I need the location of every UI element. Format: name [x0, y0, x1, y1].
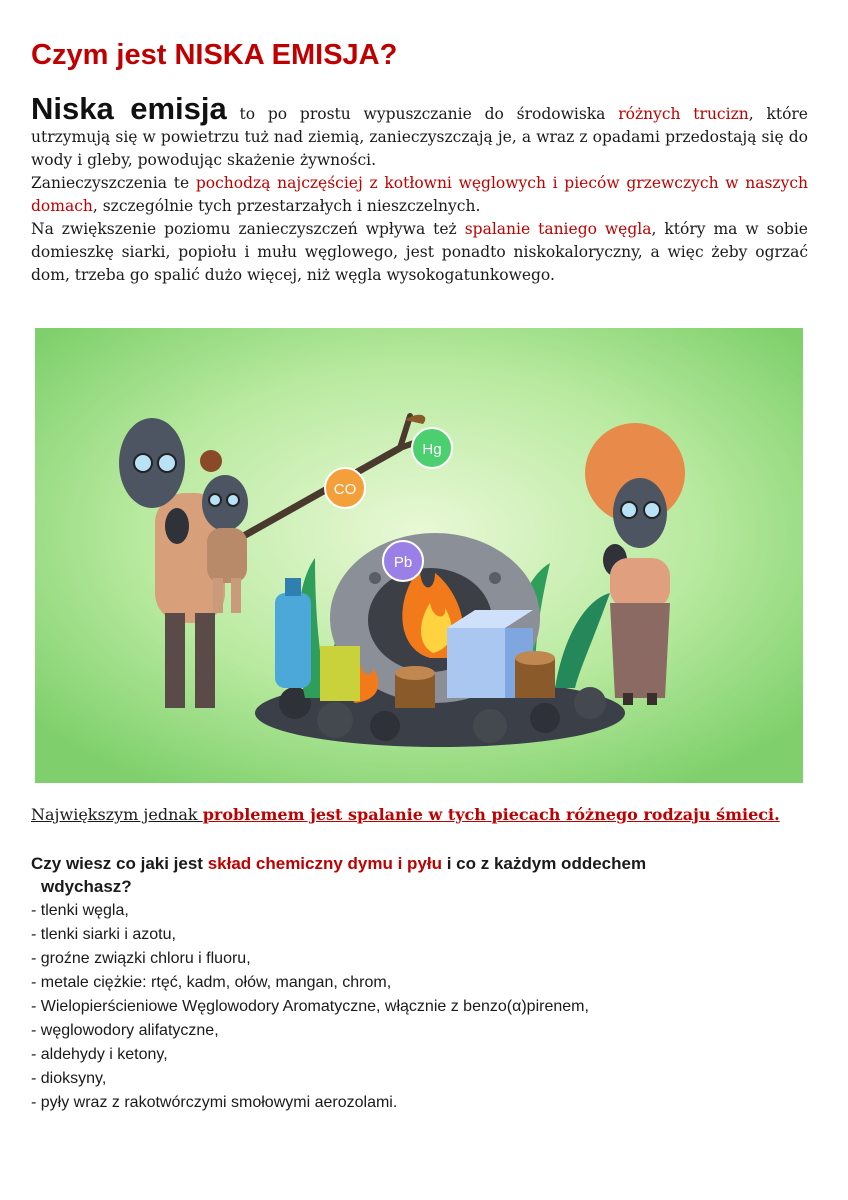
intro-red-text: spalanie taniego węgla — [464, 219, 652, 238]
pb-bubble — [383, 541, 423, 581]
hg-label: Hg — [422, 441, 442, 458]
list-item: - pyły wraz z rakotwórczymi smołowymi aerozolami. — [31, 1094, 398, 1111]
list-item: - węglowodory alifatyczne, — [31, 1022, 219, 1039]
list-item: - groźne związki chloru i fluoru, — [31, 950, 251, 967]
intro-text: Na zwiększenie poziomu zanieczyszczeń wpływa też — [31, 219, 465, 238]
question-heading — [31, 852, 751, 898]
intro-text: Zanieczyszczenia te — [31, 173, 196, 192]
list-item: - Wielopierścieniowe Węglowodory Aromatyczne, włącznie z benzo(α)pirenem, — [31, 998, 589, 1015]
page-title: Czym jest NISKA EMISJA? — [31, 39, 398, 71]
highlight-bold: problemem jest spalanie w tych piecach różnego rodzaju śmieci. — [202, 805, 780, 824]
co-bubble — [325, 468, 365, 508]
question-text: i co z każdym oddechem — [442, 854, 647, 873]
lead-term: Niska emisja — [31, 90, 227, 126]
highlight-prefix: Największym jednak — [31, 805, 203, 824]
hg-bubble — [412, 428, 452, 468]
question-text: wdychasz? — [41, 877, 132, 896]
intro-paragraph — [31, 90, 808, 287]
intro-text: , które utrzymują się w powietrzu tuż nad ziemią, zanieczyszczają je, a wraz z opadami przedostają się do wody i gleby, powodując skażenie żywności. — [31, 104, 808, 169]
list-item: - tlenki węgla, — [31, 902, 129, 919]
question-red-text: skład chemiczny dymu i pyłu — [207, 854, 443, 873]
list-item: - aldehydy i ketony, — [31, 1046, 168, 1063]
question-text: Czy wiesz co jaki jest — [31, 854, 208, 873]
intro-red-text: różnych trucizn — [618, 104, 749, 123]
intro-text: , szczególnie tych przestarzałych i nieszczelnych. — [92, 196, 481, 215]
smog-illustration — [35, 328, 803, 783]
intro-red-text: pochodzą najczęściej z kotłowni węglowych i pieców grzewczych w naszych domach — [31, 173, 808, 215]
list-item: - metale ciężkie: rtęć, kadm, ołów, mangan, chrom, — [31, 974, 392, 991]
document-body — [31, 40, 808, 287]
list-item: - dioksyny, — [31, 1070, 107, 1087]
intro-text: , który ma w sobie domieszkę siarki, popiołu i mułu węglowego, jest ponadto niskokaloryczny, a więc żeby ogrzać dom, trzeba go spalić dużo więcej, niż węgla wysokogatunkowego. — [31, 219, 808, 284]
list-item: - tlenki siarki i azotu, — [31, 926, 176, 943]
pb-label: Pb — [393, 554, 413, 571]
co-label: CO — [333, 481, 357, 498]
highlight-sentence — [31, 805, 808, 824]
pollutant-list — [31, 899, 808, 1115]
intro-text: to po prostu wypuszczanie do środowiska — [226, 104, 619, 123]
